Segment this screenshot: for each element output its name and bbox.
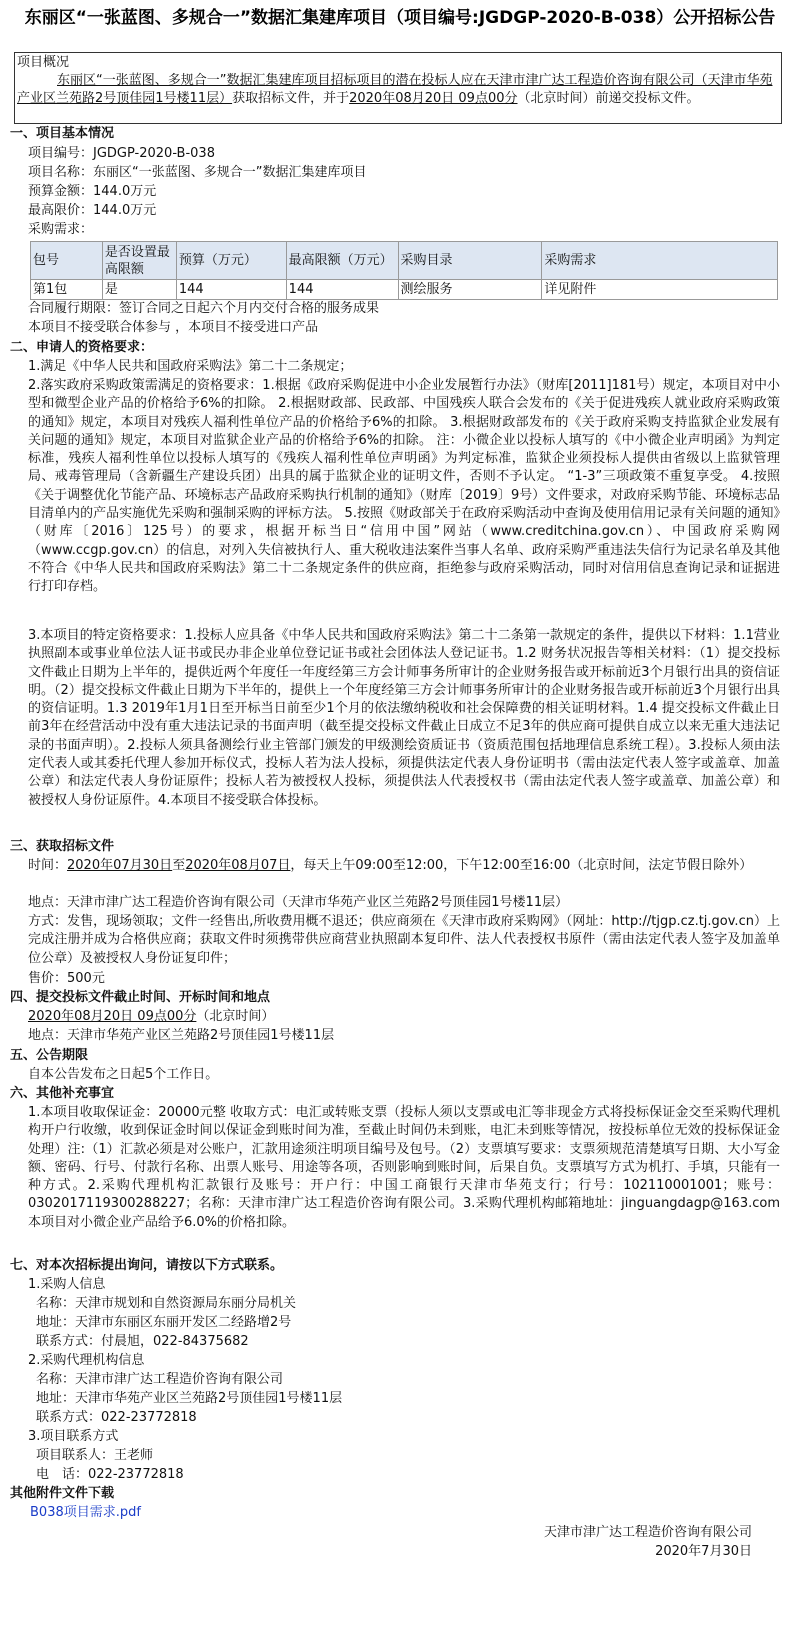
get-documents-time [28,857,780,875]
deadline-datetime: 2020年08月20日 09点00分 [28,1009,197,1024]
time-detail: ，每天上午09:00至12:00，下午12:00至16:00（北京时间，法定节假日除外） [290,858,753,873]
procurement-needs-label: 采购需求： [28,222,94,237]
section-heading-deadline: 四、提交投标文件截止时间、开标时间和地点 [10,990,271,1005]
other-matters-text: 1.本项目收取保证金：20000元整 收取方式：电汇或转账支票（投标人须以支票或电汇等非现金方式将投标保证金交至采购代理机构开户行收缴，收到保证金时间以保证金到账时间为准，至截止时间仍未到账，电汇未到账等情况，按投标单位无效的投标保证金处理）注:（1）汇款必须是对公账户，汇款用途须注明项目编号及包号。（2）支票填写要求：支票须规范清楚填写日期、大小写金额、密码、行号、付款行名称、出票人账号、用途等各项，否则影响到账时间，后果自负。支票填写方式为机打、手填，只能有一种方式。2.采购代理机构汇款银行及账号：开户行：中国工商银行天津市华苑支行；行号：102110001001；账号：0302017119300288227；名称：天津市津广达工程造价咨询有限公司。3.采购代理机构邮箱地址：jinguangdagp@163.com 本项目对小微企业产品给予6.0%的价格扣除。 [28,1105,780,1230]
section-heading-other-matters: 六、其他补充事宜 [10,1086,115,1101]
table-header-cell: 最高限额（万元） [286,242,398,280]
get-documents-place: 地点：天津市津广达工程造价咨询有限公司（天津市华苑产业区兰苑路2号顶佳园1号楼11层） [28,895,569,910]
overview-text [17,72,777,108]
overview-deadline: 2020年08月20日 09点00分 [349,91,518,106]
table-cell: 第1包 [31,280,103,300]
table-header-cell: 采购需求 [542,242,778,280]
time-label: 时间： [28,858,68,873]
table-cell: 144 [176,280,286,300]
qualification-item-3: 3.本项目的特定资格要求：1.投标人应具备《中华人民共和国政府采购法》第二十二条第一款规定的条件，提供以下材料：1.1营业执照副本或事业单位法人证书或民办非企业单位登记证书或社会团体法人登记证书。1.2 财务状况报告等相关材料：（1）提交投标文件截止日期为上半年的，提供近两个年度任一年度经第三方会计师事务所审计的企业财务报告或开标前近3个月银行出具的资信证明。（2）提交投标文件截止日期为下半年的，提供上一个年度经第三方会计师事务所审计的企业财务报告或开标前近3个月银行出具的资信证明。1.3 2019年1月1日至开标当日前至少1个月的依法缴纳税收和社会保障费的相关证明材料。1.4 提交投标文件截止日前3年在经营活动中没有重大违法记录的书面声明（截至提交投标文件截止日成立不足3年的供应商可提供自成立以来无重大违法记录的书面声明）。2.投标人须具备测绘行业主管部门颁发的甲级测绘资质证书（资质范围包括地理信息系统工程）。3.投标人须由法定代表人或其委托代理人参加开标仪式，投标人若为法人投标，须提供法定代表人身份证明书（需由法定代表人签字或盖章、加盖公章）和法定代表人身份证原件；投标人若为被授权人投标，须提供法人代表授权书（需由法定代表人签字或盖章、加盖公章）和被授权人身份证原件。4.本项目不接受联合体投标。 [28,628,780,808]
project-contact-heading: 3.项目联系方式 [28,1429,119,1444]
section-heading-qualification: 二、申请人的资格要求： [10,340,154,355]
section-heading-contact: 七、对本次招标提出询问，请按以下方式联系。 [10,1258,284,1273]
purchaser-contact: 联系方式：付晨旭，022-84375682 [36,1334,249,1349]
project-number: 项目编号：JGDGP-2020-B-038 [28,146,215,161]
opening-place: 地点：天津市华苑产业区兰苑路2号顶佳园1号楼11层 [28,1028,335,1043]
overview-text-b: 获取招标文件，并于 [232,91,350,106]
deadline-timezone: （北京时间） [196,1009,275,1024]
project-contact-phone: 电 话：022-23772818 [36,1467,184,1482]
page-title: 东丽区“一张蓝图、多规合一”数据汇集建库项目（项目编号:JGDGP-2020-B-038）公开招标公告 [24,8,776,28]
qualification-item-1: 1.满足《中华人民共和国政府采购法》第二十二条规定； [28,359,353,374]
signature-org: 天津市津广达工程造价咨询有限公司 [543,1525,752,1540]
attachment-item [30,1504,141,1522]
overview-label: 项目概况 [17,55,70,70]
table-cell: 测绘服务 [398,280,542,300]
table-cell: 144 [286,280,398,300]
end-date: 2020年08月07日 [185,858,291,873]
purchaser-info-heading: 1.采购人信息 [28,1277,106,1292]
table-cell: 是 [102,280,176,300]
table-cell: 详见附件 [542,280,778,300]
max-price: 最高限价：144.0万元 [28,203,157,218]
budget-amount: 预算金额：144.0万元 [28,184,157,199]
overview-text-a: 东丽区“一张蓝图、多规合一”数据汇集建库项目招标项目的潜在投标人应在天津市津广达工程造价咨询有限公司（天津市华苑产业区兰苑路2号顶佳园1号楼11层） [17,73,773,106]
table-header-cell: 是否设置最高限额 [102,242,176,280]
overview-box [14,52,782,124]
get-documents-method: 方式：发售，现场领取；文件一经售出,所收费用概不退还；供应商须在《天津市政府采购网》（网址：http://tjgp.cz.tj.gov.cn）上完成注册并成为合格供应商；获取文件时须携带供应商营业执照副本复印件、法人代表授权书原件（需由法定代表人签字及加盖单位公章）及被授权人身份证复印件； [28,914,780,966]
overview-text-d: （北京时间）前递交投标文件。 [517,91,700,106]
notice-period: 自本公告发布之日起5个工作日。 [28,1067,219,1082]
document-price: 售价：500元 [28,971,105,986]
agency-address: 地址：天津市华苑产业区兰苑路2号顶佳园1号楼11层 [36,1391,343,1406]
agency-contact: 联系方式：022-23772818 [36,1410,197,1425]
purchaser-name: 名称：天津市规划和自然资源局东丽分局机关 [36,1296,297,1311]
qualification-item-2: 2.落实政府采购政策需满足的资格要求：1.根据《政府采购促进中小企业发展暂行办法》（财库[2011]181号）规定，本项目对中小型和微型企业产品的价格给予6%的扣除。 2.根据财政部、民政部、中国残疾人联合会发布的《关于促进残疾人就业政府采购政策的通知》规定，本项目对残疾人福利性单位产品的价格给予6%的扣除。 3.根据财政部发布的《关于政府采购支持监狱企业发展有关问题的通知》规定，本项目对监狱企业产品的价格给予6%的扣除。 注：小微企业以投标人填写的《中小微企业声明函》为判定标准，残疾人福利性单位以投标人填写的《残疾人福利性单位声明函》为判定标准，监狱企业须投标人提供由省级以上监狱管理局、戒毒管理局（含新疆生产建设兵团）出具的属于监狱企业的证明文件，否则不予认定。 “1-3”三项政策不重复享受。 4.按照《关于调整优化节能产品、环境标志产品政府采购执行机制的通知》（财库〔2019〕9号）文件要求，对政府采购节能、环境标志品目清单内的产品实施优先采购和强制采购的评标方法。 5.按照《财政部关于在政府采购活动中查询及使用信用记录有关问题的通知》（财库〔2016〕125号）的要求，根据开标当日“信用中国”网站（www.creditchina.gov.cn）、中国政府采购网（www.ccgp.gov.cn）的信息，对列入失信被执行人、重大税收违法案件当事人名单、政府采购严重违法失信行为记录名单及其他不符合《中华人民共和国政府采购法》第二十二条规定条件的供应商，拒绝参与政府采购活动，同时对信用信息查询记录和证据进行打印存档。 [28,378,780,595]
consortium-note: 本项目不接受联合体参与 ，本项目不接受进口产品 [28,320,319,335]
attachments-heading: 其他附件文件下载 [10,1486,115,1501]
time-to: 至 [172,858,186,873]
agency-name: 名称：天津市津广达工程造价咨询有限公司 [36,1372,284,1387]
section-heading-basic-info: 一、项目基本情况 [10,126,115,141]
table-header-cell: 采购目录 [398,242,542,280]
section-heading-notice-period: 五、公告期限 [10,1048,89,1063]
signature-date: 2020年7月30日 [655,1544,752,1559]
attachment-download-link[interactable]: B038项目需求.pdf [30,1505,141,1520]
table-header-cell: 预算（万元） [176,242,286,280]
deadline-time [28,1008,274,1026]
table-header-row [31,242,778,280]
table-row [31,280,778,300]
section-heading-get-documents: 三、获取招标文件 [10,839,115,854]
purchaser-address: 地址：天津市东丽区东丽开发区二经路增2号 [36,1315,292,1330]
project-contact-person: 项目联系人：王老师 [36,1448,154,1463]
table-header-cell: 包号 [31,242,103,280]
project-name: 项目名称：东丽区“一张蓝图、多规合一”数据汇集建库项目 [28,165,367,180]
start-date: 2020年07月30日 [67,858,173,873]
agency-info-heading: 2.采购代理机构信息 [28,1353,145,1368]
requirements-table [30,241,778,300]
contract-period: 合同履行期限：签订合同之日起六个月内交付合格的服务成果 [28,301,380,316]
